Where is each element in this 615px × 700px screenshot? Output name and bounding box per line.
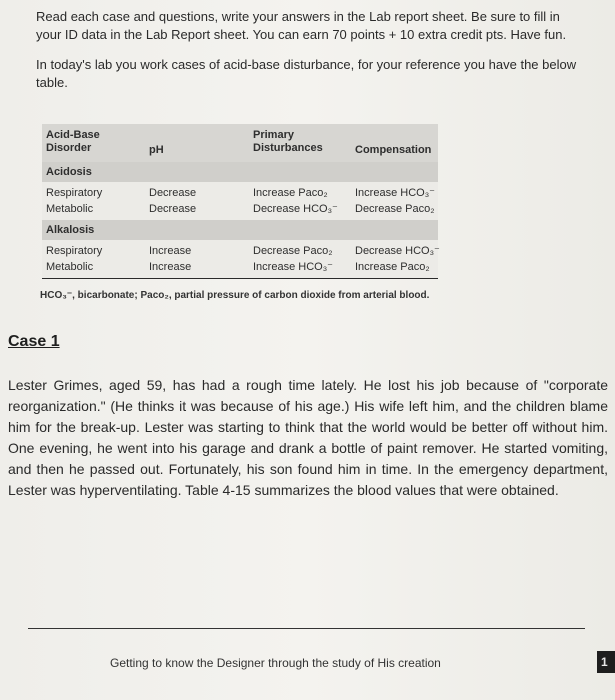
header-compensation: Compensation bbox=[355, 144, 432, 156]
case-title: Case 1 bbox=[8, 333, 60, 350]
cell-compensation bbox=[355, 243, 475, 275]
cell-text: Decrease HCO₃⁻ bbox=[253, 203, 338, 215]
cell-text: Increase HCO₃⁻ bbox=[253, 261, 333, 273]
header-primary: Primary Disturbances bbox=[253, 129, 323, 154]
header-ph: pH bbox=[149, 144, 164, 156]
cell-text: Decrease bbox=[149, 203, 197, 215]
cell-text: Increase HCO₃⁻ bbox=[355, 187, 435, 199]
cell-text: Metabolic bbox=[46, 261, 94, 273]
cell-compensation bbox=[355, 185, 475, 217]
table-row-acidosis bbox=[42, 182, 438, 220]
cell-disorder bbox=[46, 243, 146, 275]
cell-text: Decrease bbox=[149, 187, 197, 199]
cell-ph bbox=[149, 185, 239, 217]
header-disorder: Acid-Base Disorder bbox=[46, 129, 100, 154]
section-acidosis: Acidosis bbox=[42, 162, 438, 182]
cell-primary bbox=[253, 185, 358, 217]
section-alkalosis: Alkalosis bbox=[42, 220, 438, 240]
cell-text: Increase Paco₂ bbox=[355, 261, 430, 273]
case-body: Lester Grimes, aged 59, has had a rough time lately. He lost his job because of "corporate reorganization." (He thinks it was because of his age.) His wife left him, and the children blame him for the break-up. Lester was starting to think that the world would be better off without him. One evening, he went into his garage and drank a bottle of paint remover. He started vomiting, and then he passed out. Fortunately, his son found him in time. In the emergency department, Lester was hyperventilating. Table 4-15 summarizes the blood values that were obtained. bbox=[8, 377, 608, 498]
instructions-paragraph-2: In today's lab you work cases of acid-base disturbance, for your reference you have the below table. bbox=[36, 57, 577, 90]
cell-ph bbox=[149, 243, 239, 275]
table-footnote: HCO₃⁻, bicarbonate; Paco₂, partial pressure of carbon dioxide from arterial blood. bbox=[40, 290, 430, 301]
cell-text: Respiratory bbox=[46, 245, 103, 257]
acid-base-table bbox=[42, 124, 438, 279]
table-header-row bbox=[42, 124, 438, 162]
instructions bbox=[36, 8, 581, 92]
cell-text: Increase bbox=[149, 245, 192, 257]
cell-text: Metabolic bbox=[46, 203, 94, 215]
footer-divider bbox=[28, 628, 585, 629]
cell-text: Increase bbox=[149, 261, 192, 273]
cell-text: Respiratory bbox=[46, 187, 103, 199]
cell-text: Decrease HCO₃⁻ bbox=[355, 245, 440, 257]
cell-primary bbox=[253, 243, 358, 275]
table-row-alkalosis bbox=[42, 240, 438, 278]
page-tab: 1 bbox=[597, 651, 615, 673]
instructions-paragraph-1: Read each case and questions, write your answers in the Lab report sheet. Be sure to fill in your ID data in the Lab Report sheet. You can earn 70 points + 10 extra credit pts. Have fun. bbox=[36, 9, 567, 42]
cell-text: Decrease Paco₂ bbox=[355, 203, 435, 215]
cell-text: Increase Paco₂ bbox=[253, 187, 328, 199]
footer-text: Getting to know the Designer through the study of His creation bbox=[110, 656, 441, 670]
cell-disorder bbox=[46, 185, 146, 217]
cell-text: Decrease Paco₂ bbox=[253, 245, 333, 257]
